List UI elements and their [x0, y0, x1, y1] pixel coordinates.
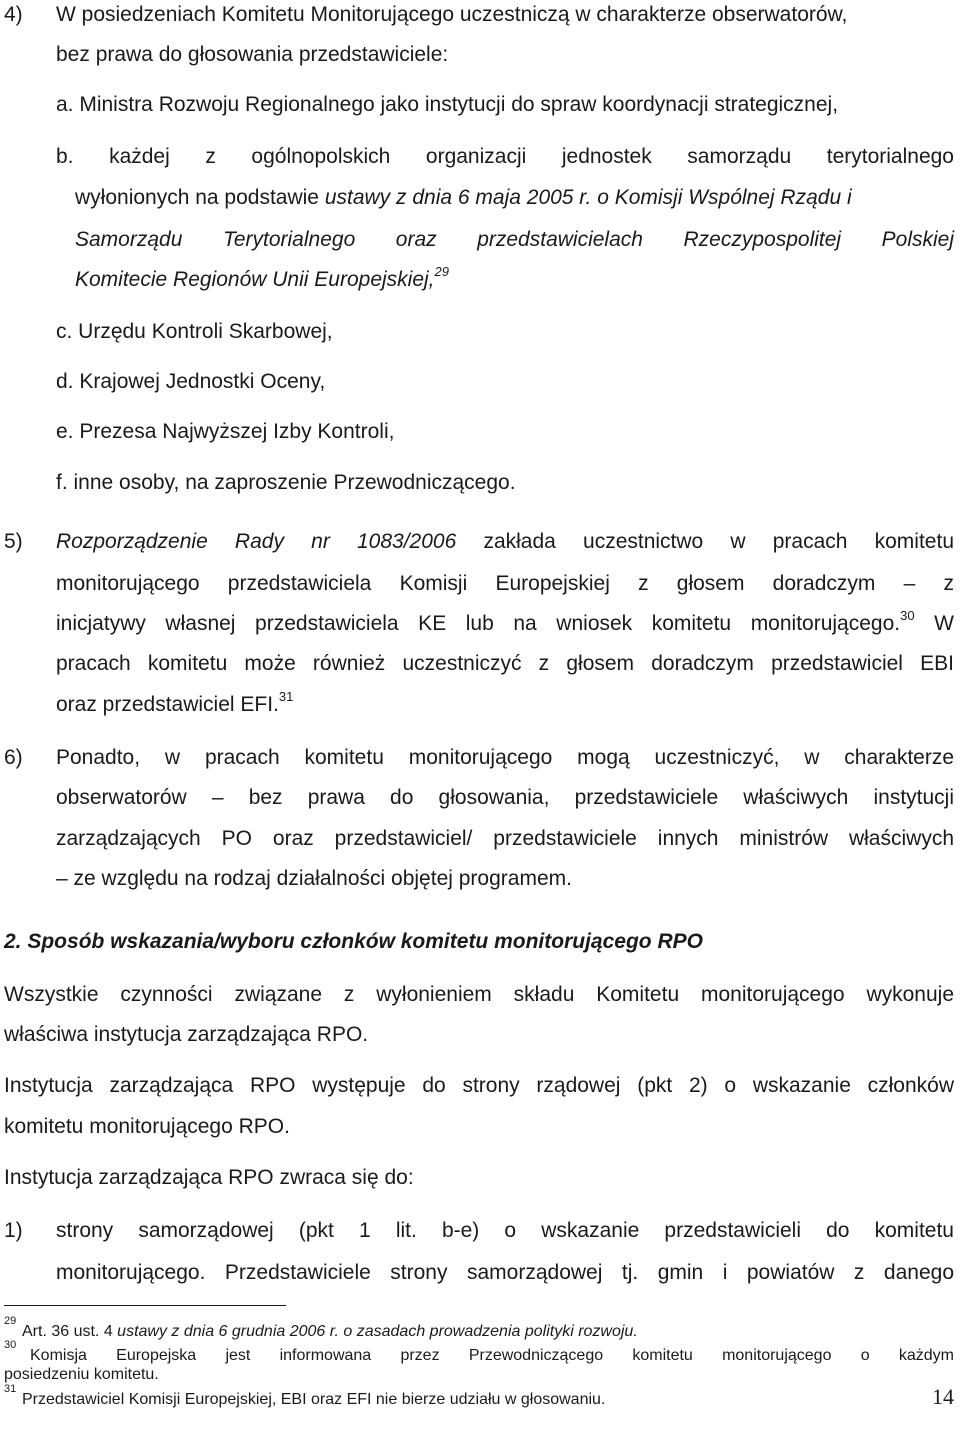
footnote-29: Art. 36 ust. 4 ustawy z dnia 6 grudnia 2006 r. o zasadach prowadzenia polityki rozwoju.	[22, 1323, 638, 1340]
footnote-30: Komisja Europejska jest informowana przez Przewodniczącego komitetu monitorującego o każdym	[30, 1347, 954, 1364]
list-item-c: c. Urzędu Kontroli Skarbowej,	[56, 320, 333, 343]
list-item-e: e. Prezesa Najwyższej Izby Kontroli,	[56, 420, 395, 443]
item-text: Ponadto, w pracach komitetu monitorującego mogą uczestniczyć, w charakterze	[56, 746, 954, 769]
list-item-b-cont: Komitecie Regionów Unii Europejskiej,$^{29}$	[75, 264, 449, 291]
footnote-number: 30	[4, 1339, 17, 1351]
item-text: oraz przedstawiciel EFI.$^{31}$	[56, 689, 294, 716]
paragraph: Instytucja zarządzająca RPO zwraca się do:	[4, 1166, 414, 1189]
paragraph: Instytucja zarządzająca RPO występuje do strony rządowej (pkt 2) o wskazanie członków	[4, 1074, 954, 1097]
item-text: obserwatorów – bez prawa do głosowania, przedstawiciele właściwych instytucji	[56, 786, 954, 809]
section-heading: 2. Sposób wskazania/wyboru członków komitetu monitorującego RPO	[4, 930, 703, 953]
list-item-f: f. inne osoby, na zaproszenie Przewodniczącego.	[56, 471, 516, 494]
item-number: 5)	[4, 530, 23, 553]
item-text: – ze względu na rodzaj działalności objętej programem.	[56, 867, 572, 890]
list-item-d: d. Krajowej Jednostki Oceny,	[56, 370, 326, 393]
footnote-ref: 29	[434, 264, 449, 279]
footnote-31: Przedstawiciel Komisji Europejskiej, EBI oraz EFI nie bierze udziału w głosowaniu.	[22, 1391, 606, 1408]
item-text: Rozporządzenie Rady nr 1083/2006 zakłada uczestnictwo w pracach komitetu	[56, 530, 954, 553]
footnote-number: 31	[4, 1383, 17, 1395]
paragraph: Wszystkie czynności związane z wyłonieniem składu Komitetu monitorującego wykonuje	[4, 983, 954, 1006]
item-text: zarządzających PO oraz przedstawiciel/ przedstawiciele innych ministrów właściwych	[56, 827, 954, 850]
item-number: 1)	[4, 1219, 23, 1242]
item-text: inicjatywy własnej przedstawiciela KE lub na wniosek komitetu monitorującego.$^{30}$ W	[56, 608, 954, 635]
footnote-30-cont: posiedzeniu komitetu.	[4, 1366, 159, 1383]
item-text: W posiedzeniach Komitetu Monitorującego uczestniczą w charakterze obserwatorów,	[56, 3, 848, 26]
list-item-a: a. Ministra Rozwoju Regionalnego jako instytucji do spraw koordynacji strategicznej,	[56, 93, 839, 116]
item-text: monitorującego. Przedstawiciele strony samorządowej tj. gmin i powiatów z danego	[56, 1261, 954, 1284]
item-text: pracach komitetu może również uczestniczyć z głosem doradczym przedstawiciel EBI	[56, 652, 954, 675]
page-number: 14	[932, 1384, 954, 1409]
paragraph: właściwa instytucja zarządzająca RPO.	[4, 1023, 369, 1046]
item-text: monitorującego przedstawiciela Komisji Europejskiej z głosem doradczym – z	[56, 572, 954, 595]
item-number: 4)	[4, 3, 23, 26]
paragraph: komitetu monitorującego RPO.	[4, 1115, 290, 1138]
list-item-b-cont: wyłonionych na podstawie ustawy z dnia 6 maja 2005 r. o Komisji Wspólnej Rządu i	[75, 186, 852, 209]
footnote-number: 29	[4, 1315, 17, 1327]
list-item-b-cont: Samorządu Terytorialnego oraz przedstawicielach Rzeczypospolitej Polskiej	[75, 228, 954, 251]
footnote-ref: 30	[900, 608, 915, 623]
list-item-b: b. każdej z ogólnopolskich organizacji jednostek samorządu terytorialnego	[56, 145, 954, 168]
footnote-separator	[4, 1305, 286, 1306]
footnote-ref: 31	[278, 689, 294, 704]
item-text: strony samorządowej (pkt 1 lit. b-e) o wskazanie przedstawicieli do komitetu	[56, 1219, 954, 1242]
item-number: 6)	[4, 746, 23, 769]
item-text: bez prawa do głosowania przedstawiciele:	[56, 43, 449, 66]
